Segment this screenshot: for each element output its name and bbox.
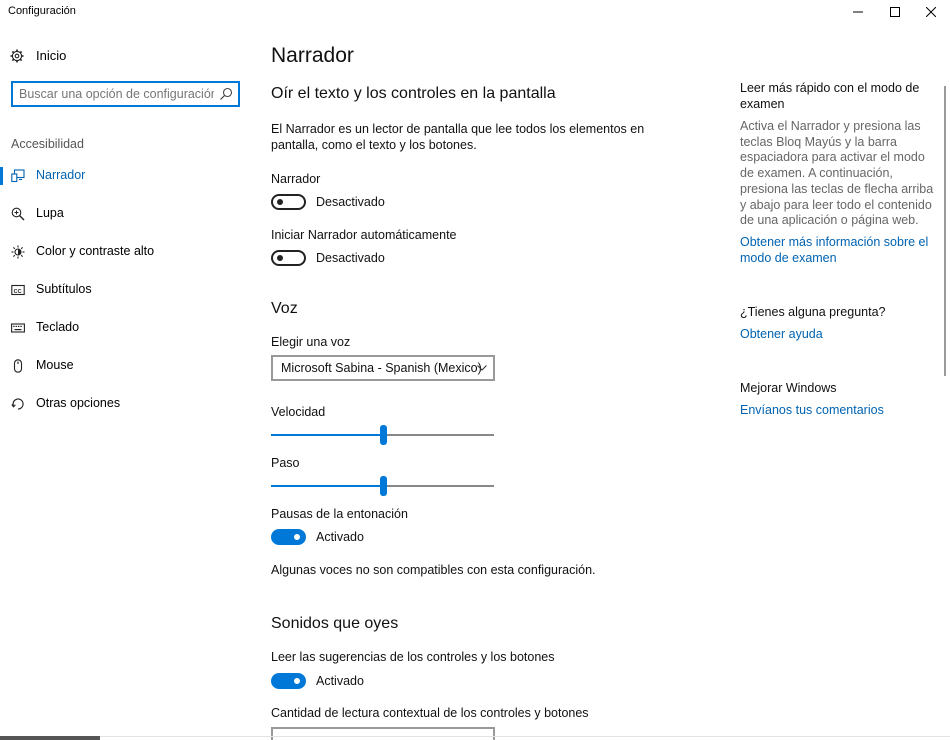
minimize-icon (853, 7, 863, 17)
sidebar-item-subtitulos[interactable] (0, 276, 250, 304)
sidebar-item-otras-opciones[interactable] (0, 390, 250, 418)
intonation-toggle-label: Pausas de la entonación (271, 507, 408, 521)
brightness-icon (11, 245, 25, 259)
intonation-toggle[interactable] (271, 529, 306, 545)
tip-text: Activa el Narrador y presiona las teclas Bloq Mayús y la barra espaciadora para activar el modo de examen. A continuación, presiona las teclas de flecha arriba y abajo para leer todo el contenido de una aplicación o página web. (740, 119, 934, 228)
hints-toggle-label: Leer las sugerencias de los controles y los botones (271, 650, 555, 664)
toggle-knob (294, 678, 300, 684)
closed-captions-icon (11, 283, 25, 297)
sidebar-item-narrador[interactable] (0, 162, 250, 190)
window-title: Configuración (8, 5, 76, 17)
keyboard-icon (11, 321, 25, 335)
section-heading-voice: Voz (271, 300, 298, 317)
slider-fill (271, 485, 383, 487)
send-feedback-link[interactable]: Envíanos tus comentarios (740, 403, 884, 417)
sidebar-item-teclado[interactable] (0, 314, 250, 342)
speed-slider-label: Velocidad (271, 405, 326, 419)
search-input[interactable] (19, 85, 214, 103)
vertical-scrollbar[interactable] (944, 86, 946, 376)
gear-icon (10, 49, 24, 63)
autostart-toggle-state: Desactivado (316, 251, 385, 265)
narrator-icon (11, 169, 25, 183)
slider-thumb[interactable] (380, 425, 387, 445)
mouse-icon (11, 359, 25, 373)
main-content (271, 24, 711, 740)
other-options-icon (11, 397, 25, 411)
sidebar-item-label: Narrador (36, 168, 86, 182)
pitch-slider[interactable] (271, 475, 494, 497)
category-title: Accesibilidad (11, 137, 84, 151)
bottom-divider (0, 736, 950, 737)
autostart-toggle[interactable] (271, 250, 306, 266)
pitch-slider-label: Paso (271, 456, 300, 470)
horizontal-scrollbar[interactable] (0, 736, 100, 740)
sidebar-item-label: Otras opciones (36, 396, 121, 410)
scan-mode-info-link[interactable]: Obtener más información sobre el modo de examen (740, 235, 929, 265)
slider-thumb[interactable] (380, 476, 387, 496)
sidebar-item-label: Lupa (36, 206, 64, 220)
section-heading-sounds: Sonidos que oyes (271, 615, 399, 632)
toggle-knob (277, 255, 283, 261)
title-bar (0, 0, 950, 24)
voice-compatibility-note: Algunas voces no son compatibles con esta configuración. (271, 563, 596, 577)
chevron-down-icon (477, 364, 487, 372)
sidebar-item-label: Teclado (36, 320, 80, 334)
sidebar-item-label: Mouse (36, 358, 74, 372)
search-box (11, 81, 240, 107)
maximize-icon (890, 7, 900, 17)
sidebar (0, 24, 250, 740)
home-label: Inicio (36, 48, 67, 63)
magnifier-icon (11, 207, 25, 221)
narrator-toggle-state: Desactivado (316, 195, 385, 209)
selection-indicator (0, 167, 3, 185)
context-amount-label: Cantidad de lectura contextual de los controles y botones (271, 706, 589, 720)
slider-fill (271, 434, 383, 436)
close-button[interactable] (913, 0, 949, 24)
maximize-button[interactable] (877, 0, 913, 24)
hints-toggle[interactable] (271, 673, 306, 689)
section-heading-hear-text: Oír el texto y los controles en la pantalla (271, 85, 556, 102)
speed-slider[interactable] (271, 424, 494, 446)
autostart-toggle-label: Iniciar Narrador automáticamente (271, 228, 457, 242)
sidebar-item-lupa[interactable] (0, 200, 250, 228)
svg-text:CC: CC (13, 288, 22, 295)
question-title: ¿Tienes alguna pregunta? (740, 305, 886, 319)
get-help-link[interactable]: Obtener ayuda (740, 327, 823, 341)
improve-windows-title: Mejorar Windows (740, 381, 837, 395)
tip-title: Leer más rápido con el modo de examen (740, 81, 920, 111)
voice-select-label: Elegir una voz (271, 335, 351, 349)
narrator-toggle[interactable] (271, 194, 306, 210)
search-icon[interactable] (219, 87, 233, 101)
intonation-toggle-state: Activado (316, 530, 364, 544)
minimize-button[interactable] (840, 0, 876, 24)
narrator-description: El Narrador es un lector de pantalla que lee todos los elementos en pantalla, como el texto y los botones. (271, 122, 645, 152)
related-panel (740, 24, 935, 740)
hints-toggle-state: Activado (316, 674, 364, 688)
toggle-knob (277, 199, 283, 205)
page-title: Narrador (271, 44, 354, 67)
sidebar-item-label: Color y contraste alto (36, 244, 155, 258)
sidebar-item-label: Subtítulos (36, 282, 92, 296)
voice-select-value: Microsoft Sabina - Spanish (Mexico) (281, 361, 482, 375)
sidebar-item-mouse[interactable] (0, 352, 250, 380)
close-icon (926, 7, 936, 17)
sidebar-item-color-contraste[interactable] (0, 238, 250, 266)
context-amount-select[interactable] (271, 727, 495, 740)
voice-select[interactable] (271, 355, 495, 381)
narrator-toggle-label: Narrador (271, 172, 321, 186)
toggle-knob (294, 534, 300, 540)
home-link[interactable] (0, 44, 250, 68)
